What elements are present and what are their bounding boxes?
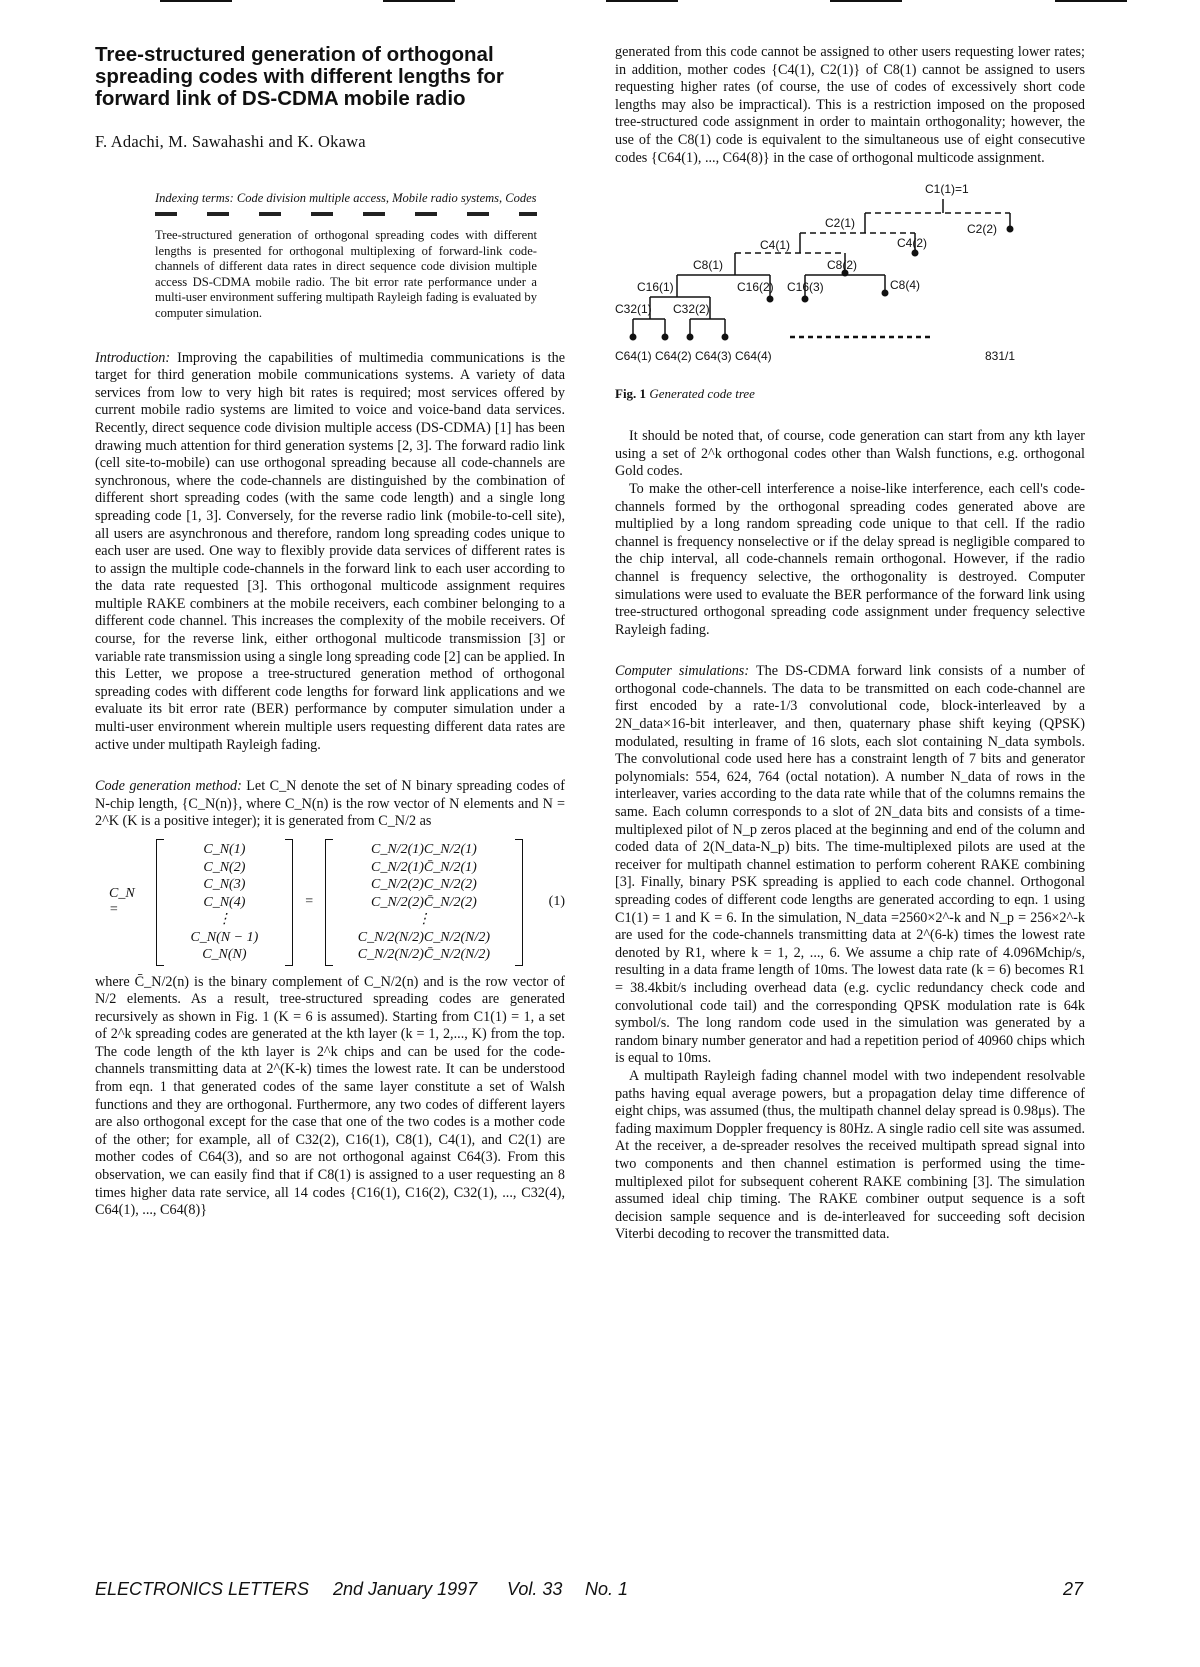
sim-paragraph — [615, 663, 1085, 1068]
abstract: Tree-structured generation of orthogonal spreading codes with different lengths is presented for orthogonal multiplexing of forward-link code-channels of different data rates in direct sequence code division multiple access DS-CDMA mobile radio. The bit error rate performance under a multi-user environment suffering multipath Rayleigh fading is evaluated by computer simulation. — [155, 228, 537, 320]
right-paragraph-2: It should be noted that, of course, code generation can start from any kth layer using a set of 2^k orthogonal codes other than Walsh functions, e.g. orthogonal Gold codes. — [615, 428, 1085, 480]
matrix-row: C_N/2(N/2)C̄_N/2(N/2) — [357, 947, 491, 962]
equation-label: C_N = — [109, 886, 135, 918]
matrix-row: C_N/2(2)C_N/2(2) — [371, 877, 477, 892]
tree-label: C8(2) — [827, 258, 858, 273]
issue-date: 2nd January 1997 — [333, 1579, 478, 1599]
right-paragraph-3: To make the other-cell interference a noise-like interference, each cell's code-channels formed by the orthogonal spreading codes generated above are multiplied by a long random spreading code unique to that cell. If the radio channel is frequency nonselective or if the delay spread is negligible compared to the chip interval, all code-channels remain orthogonal. However, if the radio channel is frequency selective, the orthogonality is destroyed. Computer simulations were used to evaluate the BER performance of the forward link using tree-structured orthogonal spreading code assignment under frequency selective Rayleigh fading. — [615, 480, 1085, 638]
intro-heading: Introduction: — [95, 349, 171, 366]
matrix-row: C_N(3) — [203, 877, 246, 892]
indexing-terms: Indexing terms: Code division multiple access, Mobile radio systems, Codes — [155, 191, 537, 205]
codegen-text: Let C_N denote the set of N binary spreading codes of N-chip length, {C_N(n)}, where C_N(n) is the row vector of N elements and N = 2^K (K is a positive integer); it is generated from C_N/2 as — [95, 778, 565, 830]
codegen-paragraph-2: where C̄_N/2(n) is the binary complement of C_N/2(n) and is the row vector of N/2 elements. As a result, tree-structured spreading codes are generated recursively as shown in Fig. 1 (K = 6 is assumed). Starting from C1(1) = 1, a set of 2^k spreading codes are generated at the kth layer (k = 1, 2,..., K) from the top. The code length of the kth layer is 2^k chips and can be used for the code-channels transmitting data at 2^(K-k) times the lowest rate. It can be understood from eqn. 1 that generated codes of the same layer constitute a set of Walsh functions and they are orthogonal. Furthermore, any two codes of different layers are also orthogonal except for the case that one of the two codes is a mother code of the other; for example, all of C32(2), C16(1), C8(1), C4(1), and C2(1) are mother codes of C64(3), and so are not orthogonal against C64(3). From this observation, we can easily find that if C8(1) is assigned to a user requesting an 8 times higher data rate service, all 14 codes {C16(1), C16(2), C32(1), ..., C32(4), C64(1), ..., C64(8)} — [95, 973, 565, 1219]
right-column — [615, 44, 1085, 1244]
matrix-row: C_N/2(2)C̄_N/2(2) — [371, 894, 477, 910]
sim-text: The DS-CDMA forward link consists of a number of orthogonal code-channels. The data to be transmitted on each code-channel are first encoded by a rate-1/3 convolutional code, block-interleaved by a 2N_data×16-bit interleaver, and then, quaternary phase shift keying (QPSK) modulated, resulting in frame of 16 slots, each slot containing N_data symbols. The convolutional code used here has a constraint length of 7 bits and generator polynomials: 554, 624, 764 (octal notation). A number N_data of rows in the interleaver, varies according to the data rate while that of the columns remains the same. Each column corresponds to a slot of 2N_data bits and consists of a time-multiplexed pilot of N_p zeros placed at the beginning and end of the column and coded data of 2(N_data-N_p) bits. The time-multiplexed pilots are used at the receiver for multipath channel estimation to perform coherent RAKE combining [3]. Finally, binary PSK spreading is applied to each code channel. Orthogonal spreading codes of different code lengths are generated according to eqn. 1 using C1(1) = 1 and K = 6. In the simulation, N_data =2560×2^-k and N_p = 256×2^-k are used for the code-channels transmitting data at 2^(6-k) times the lowest rate denoted by R1, where k = 1, 2, ..., 6. We assume a chip rate of 4.096Mchip/s, resulting in a data frame length of 10ms. The lowest data rate (k = 6) becomes R1 = 38.4kbit/s including overhead data (e.g. cyclic redundancy check code and convolutional code tail) and the corresponding QPSK modulation rate is 64k symbol/s. The long random code used in the simulation was generated by a random binary number generator and had a repetition period of 40960 chips which is equal to 10ms. — [615, 663, 1085, 1067]
code-tree-diagram — [615, 177, 1085, 377]
caption-number: Fig. 1 — [615, 386, 647, 402]
matrix-row: C_N/2(1)C̄_N/2(1) — [371, 859, 477, 875]
matrix-row: C_N(N) — [202, 947, 247, 962]
matrix-row: C_N(N − 1) — [190, 929, 259, 945]
tree-label: C64(4) — [735, 349, 772, 364]
tree-label: C1(1)=1 — [925, 182, 969, 197]
volume: Vol. 33 — [507, 1579, 563, 1599]
tree-label: C16(3) — [787, 280, 824, 295]
figure-id: 831/1 — [985, 349, 1016, 364]
tree-label: C2(1) — [825, 216, 856, 231]
tree-label: C32(2) — [673, 302, 710, 317]
equation-1 — [109, 839, 565, 966]
divider — [155, 212, 537, 216]
tree-label: C32(1) — [615, 302, 652, 317]
tree-label: C64(3) — [695, 349, 732, 364]
author-list: F. Adachi, M. Sawahashi and K. Okawa — [95, 132, 366, 151]
figure-caption — [615, 386, 1085, 402]
matrix-row: C_N/2(1)C_N/2(1) — [371, 842, 477, 857]
codegen-heading: Code generation method: — [95, 778, 242, 795]
page-number: 27 — [1063, 1579, 1084, 1599]
tree-label: C8(1) — [693, 258, 724, 273]
code-tree-figure — [615, 177, 1085, 402]
equation-lhs-matrix — [156, 839, 294, 966]
codegen-paragraph — [95, 778, 565, 831]
tree-label: C64(2) — [655, 349, 692, 364]
journal-name: ELECTRONICS LETTERS — [95, 1579, 310, 1599]
top-rule — [383, 0, 455, 2]
equals-sign: = — [305, 894, 314, 910]
intro-paragraph — [95, 350, 565, 755]
tree-label: C16(1) — [637, 280, 674, 295]
right-paragraph-1: generated from this code cannot be assigned to other users requesting lower rates; in addition, mother codes {C4(1), C2(1)} of C8(1) cannot be assigned to users requesting higher rates (of course, the use of codes of excessively short code lengths may also be impractical). This is a restriction imposed on the proposed tree-structured code assignment in order to maintain orthogonality; however, the use of the C8(1) code is equivalent to the simultaneous use of eight consecutive codes {C64(1), ..., C64(8)} in the case of orthogonal multicode assignment. — [615, 44, 1085, 166]
tree-label: C2(2) — [967, 222, 998, 237]
tree-label: C64(1) — [615, 349, 652, 364]
caption-text: Generated code tree — [649, 386, 755, 402]
tree-label: C8(4) — [890, 278, 921, 293]
sim-paragraph-2: A multipath Rayleigh fading channel model with two independent resolvable paths having equal average powers, but a propagation delay time difference of eight chips, was assumed (thus, the multipath channel delay spread is 0.98μs). The fading maximum Doppler frequency is 80Hz. A single radio cell site was assumed. At the receiver, a de-spreader resolves the received multipath spread signal into two components and then channel estimation is performed using the time-multiplexed pilot for subsequent coherent RAKE combining [3]. The simulation assumed ideal chip timing. The RAKE combiner output sequence is a soft decision sample sequence and is de-interleaved for succeeding soft decision Viterbi decoding to recover the transmitted data. — [615, 1067, 1085, 1243]
tree-label: C4(2) — [897, 236, 928, 251]
matrix-row: C_N(4) — [203, 894, 246, 910]
top-rule — [160, 0, 232, 2]
article-title: Tree-structured generation of orthogonal spreading codes with different lengths for forward link of DS-CDMA mobile radio — [95, 43, 504, 110]
top-rule — [1055, 0, 1127, 2]
matrix-row: C_N(1) — [203, 842, 246, 857]
matrix-row: ⋮ — [217, 912, 232, 927]
page-footer — [95, 1579, 1095, 1603]
sim-heading: Computer simulations: — [615, 663, 750, 680]
tree-label: C16(2) — [737, 280, 774, 295]
matrix-row: C_N(2) — [203, 859, 246, 875]
top-rule — [606, 0, 678, 2]
tree-label: C4(1) — [760, 238, 791, 253]
equation-number: (1) — [548, 894, 565, 910]
intro-text: Improving the capabilities of multimedia communications is the target for third generation mobile communications systems. A variety of data services from low to very high bit rates is required; most services offered by current mobile radio systems are limited to voice and voice-band data services. Recently, direct sequence code division multiple access (DS-CDMA) [1] has been drawing much attention for third generation systems [2, 3]. The forward radio link (cell site-to-mobile) can use orthogonal spreading because all code-channels are synchronous, where the code-channels are distinguished by the combination of different short spreading codes (with the same code length) and a single long spreading code [1, 3]. Conversely, for the reverse radio link (mobile-to-cell site), all users are asynchronous and therefore, random long spreading codes unique to each user are used. One way to flexibly provide data services of different rates is to assign the multiple code-channels in the forward link to each user according to the data rate requested [3]. This orthogonal multicode assignment requires multiple RAKE combiners at the mobile receivers, each combiner belonging to a different code channel. This increases the complexity of the mobile receivers. Of course, for the reverse link, either orthogonal multicode transmission [3] or variable rate transmission using a single long spreading code [2] can be applied. In this Letter, we propose a tree-structured generation method of orthogonal spreading codes with different code lengths for forward link applications and we evaluate its bit error rate (BER) performance by computer simulation under a multi-user environment wherein multiple users requesting different data rates are active under multipath Rayleigh fading. — [95, 349, 565, 753]
matrix-row: ⋮ — [416, 912, 431, 927]
matrix-row: C_N/2(N/2)C_N/2(N/2) — [357, 929, 491, 945]
equation-rhs-matrix — [325, 839, 523, 966]
left-column — [95, 44, 565, 1220]
issue-number: No. 1 — [585, 1579, 629, 1599]
top-rule — [830, 0, 902, 2]
